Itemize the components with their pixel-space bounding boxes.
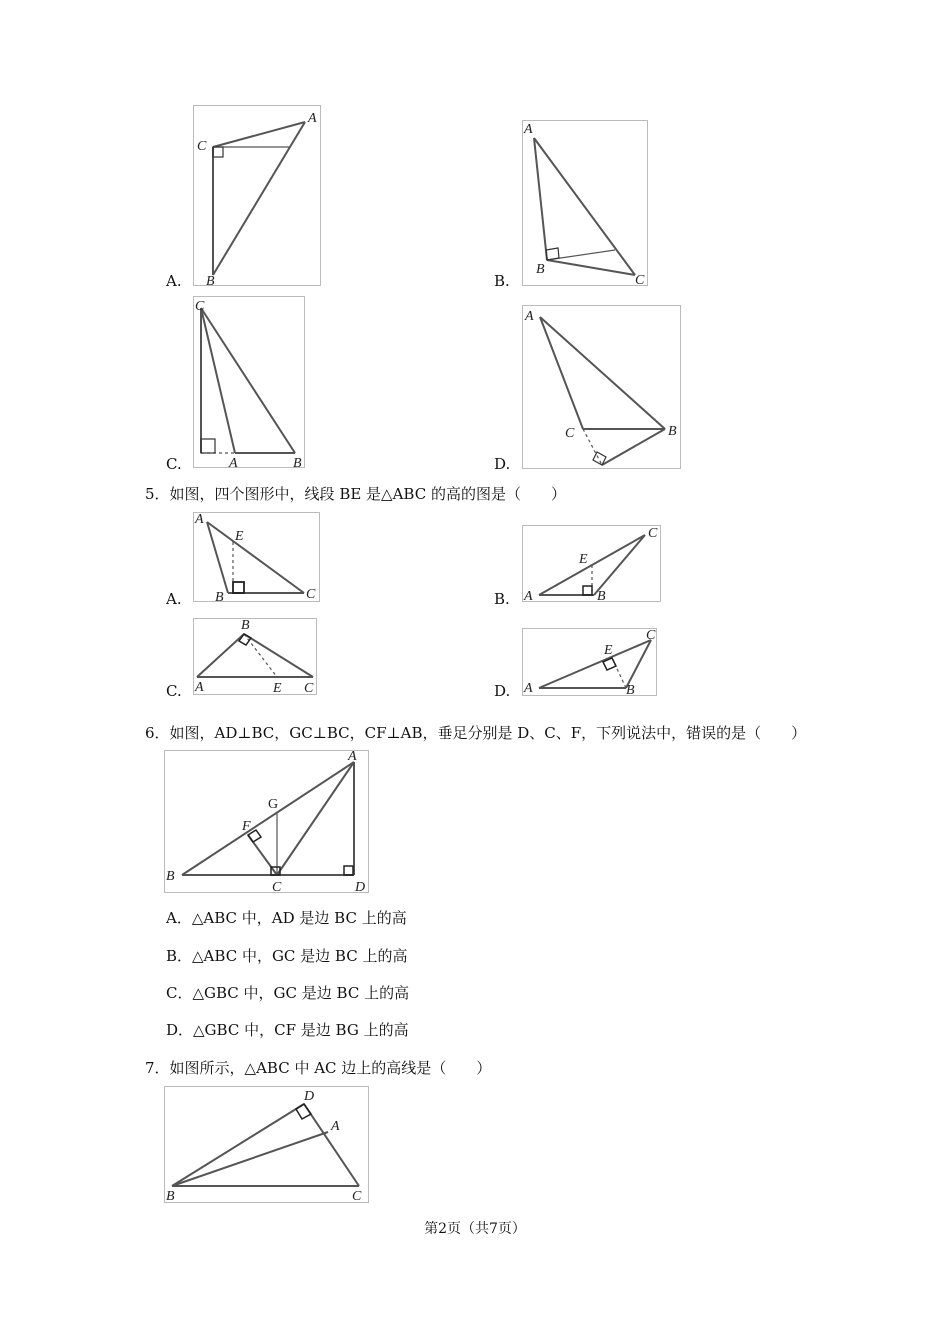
label-b: B (626, 683, 635, 698)
label-c: C (646, 628, 656, 643)
figure-5c (193, 618, 317, 695)
option-5c-letter: C. (166, 682, 182, 700)
label-f: F (242, 819, 251, 834)
answer-6d: D．△GBC 中，CF 是边 BG 上的高 (166, 1021, 409, 1039)
option-4d-letter: D. (494, 455, 511, 473)
label-b: B (536, 262, 545, 277)
option-4c-letter: C. (166, 455, 182, 473)
answer-6c: C．△GBC 中，GC 是边 BC 上的高 (166, 984, 410, 1002)
figure-5d (522, 628, 657, 696)
label-b: B (668, 424, 677, 439)
figure-4d (522, 305, 681, 469)
label-a: A (524, 681, 533, 696)
answer-6a: A．△ABC 中，AD 是边 BC 上的高 (166, 909, 407, 927)
figure-4a (193, 105, 321, 287)
question-6-stem: 6．如图，AD⊥BC，GC⊥BC，CF⊥AB，垂足分别是 D、C、F，下列说法中，错误的是（ ） (145, 724, 807, 742)
label-e: E (235, 529, 244, 544)
figure-6 (164, 750, 369, 893)
label-b: B (166, 1189, 175, 1204)
label-b: B (215, 590, 224, 605)
label-e: E (579, 552, 588, 567)
label-a: A (195, 680, 204, 695)
option-5b-letter: B. (494, 590, 510, 608)
figure-7 (164, 1086, 369, 1204)
label-c: C (272, 880, 282, 895)
label-b: B (241, 618, 250, 633)
label-b: B (597, 589, 606, 604)
label-g: G (268, 797, 279, 812)
label-d: D (304, 1089, 315, 1104)
figure-4b (522, 120, 648, 286)
label-a: A (195, 512, 204, 527)
label-d: D (355, 880, 366, 895)
label-a: A (525, 309, 534, 324)
answer-6b: B．△ABC 中，GC 是边 BC 上的高 (166, 947, 408, 965)
label-c: C (565, 426, 575, 441)
label-c: C (352, 1189, 362, 1204)
label-c: C (195, 299, 205, 314)
label-a: A (308, 111, 317, 126)
option-5d-letter: D. (494, 682, 511, 700)
label-c: C (635, 273, 645, 288)
label-c: C (306, 587, 316, 602)
figure-5a (193, 512, 320, 605)
page-footer: 第2页（共7页） (424, 1221, 526, 1237)
option-4a-letter: A. (166, 272, 182, 290)
label-e: E (604, 643, 613, 658)
label-a: A (348, 749, 357, 764)
label-c: C (648, 526, 658, 541)
label-b: B (206, 274, 215, 289)
label-e: E (273, 681, 282, 696)
label-a: A (524, 122, 533, 137)
label-a: A (524, 589, 533, 604)
question-5-stem: 5．如图，四个图形中，线段 BE 是△ABC 的高的图是（ ） (145, 485, 566, 503)
label-b: B (166, 869, 175, 884)
label-a: A (229, 456, 238, 471)
option-5a-letter: A. (166, 590, 182, 608)
question-7-stem: 7．如图所示，△ABC 中 AC 边上的高线是（ ） (145, 1059, 492, 1077)
label-a: A (331, 1119, 340, 1134)
figure-4c (193, 296, 305, 471)
figure-5b (522, 525, 661, 602)
label-c: C (304, 681, 314, 696)
label-c: C (197, 139, 207, 154)
label-b: B (293, 456, 302, 471)
option-4b-letter: B. (494, 272, 510, 290)
